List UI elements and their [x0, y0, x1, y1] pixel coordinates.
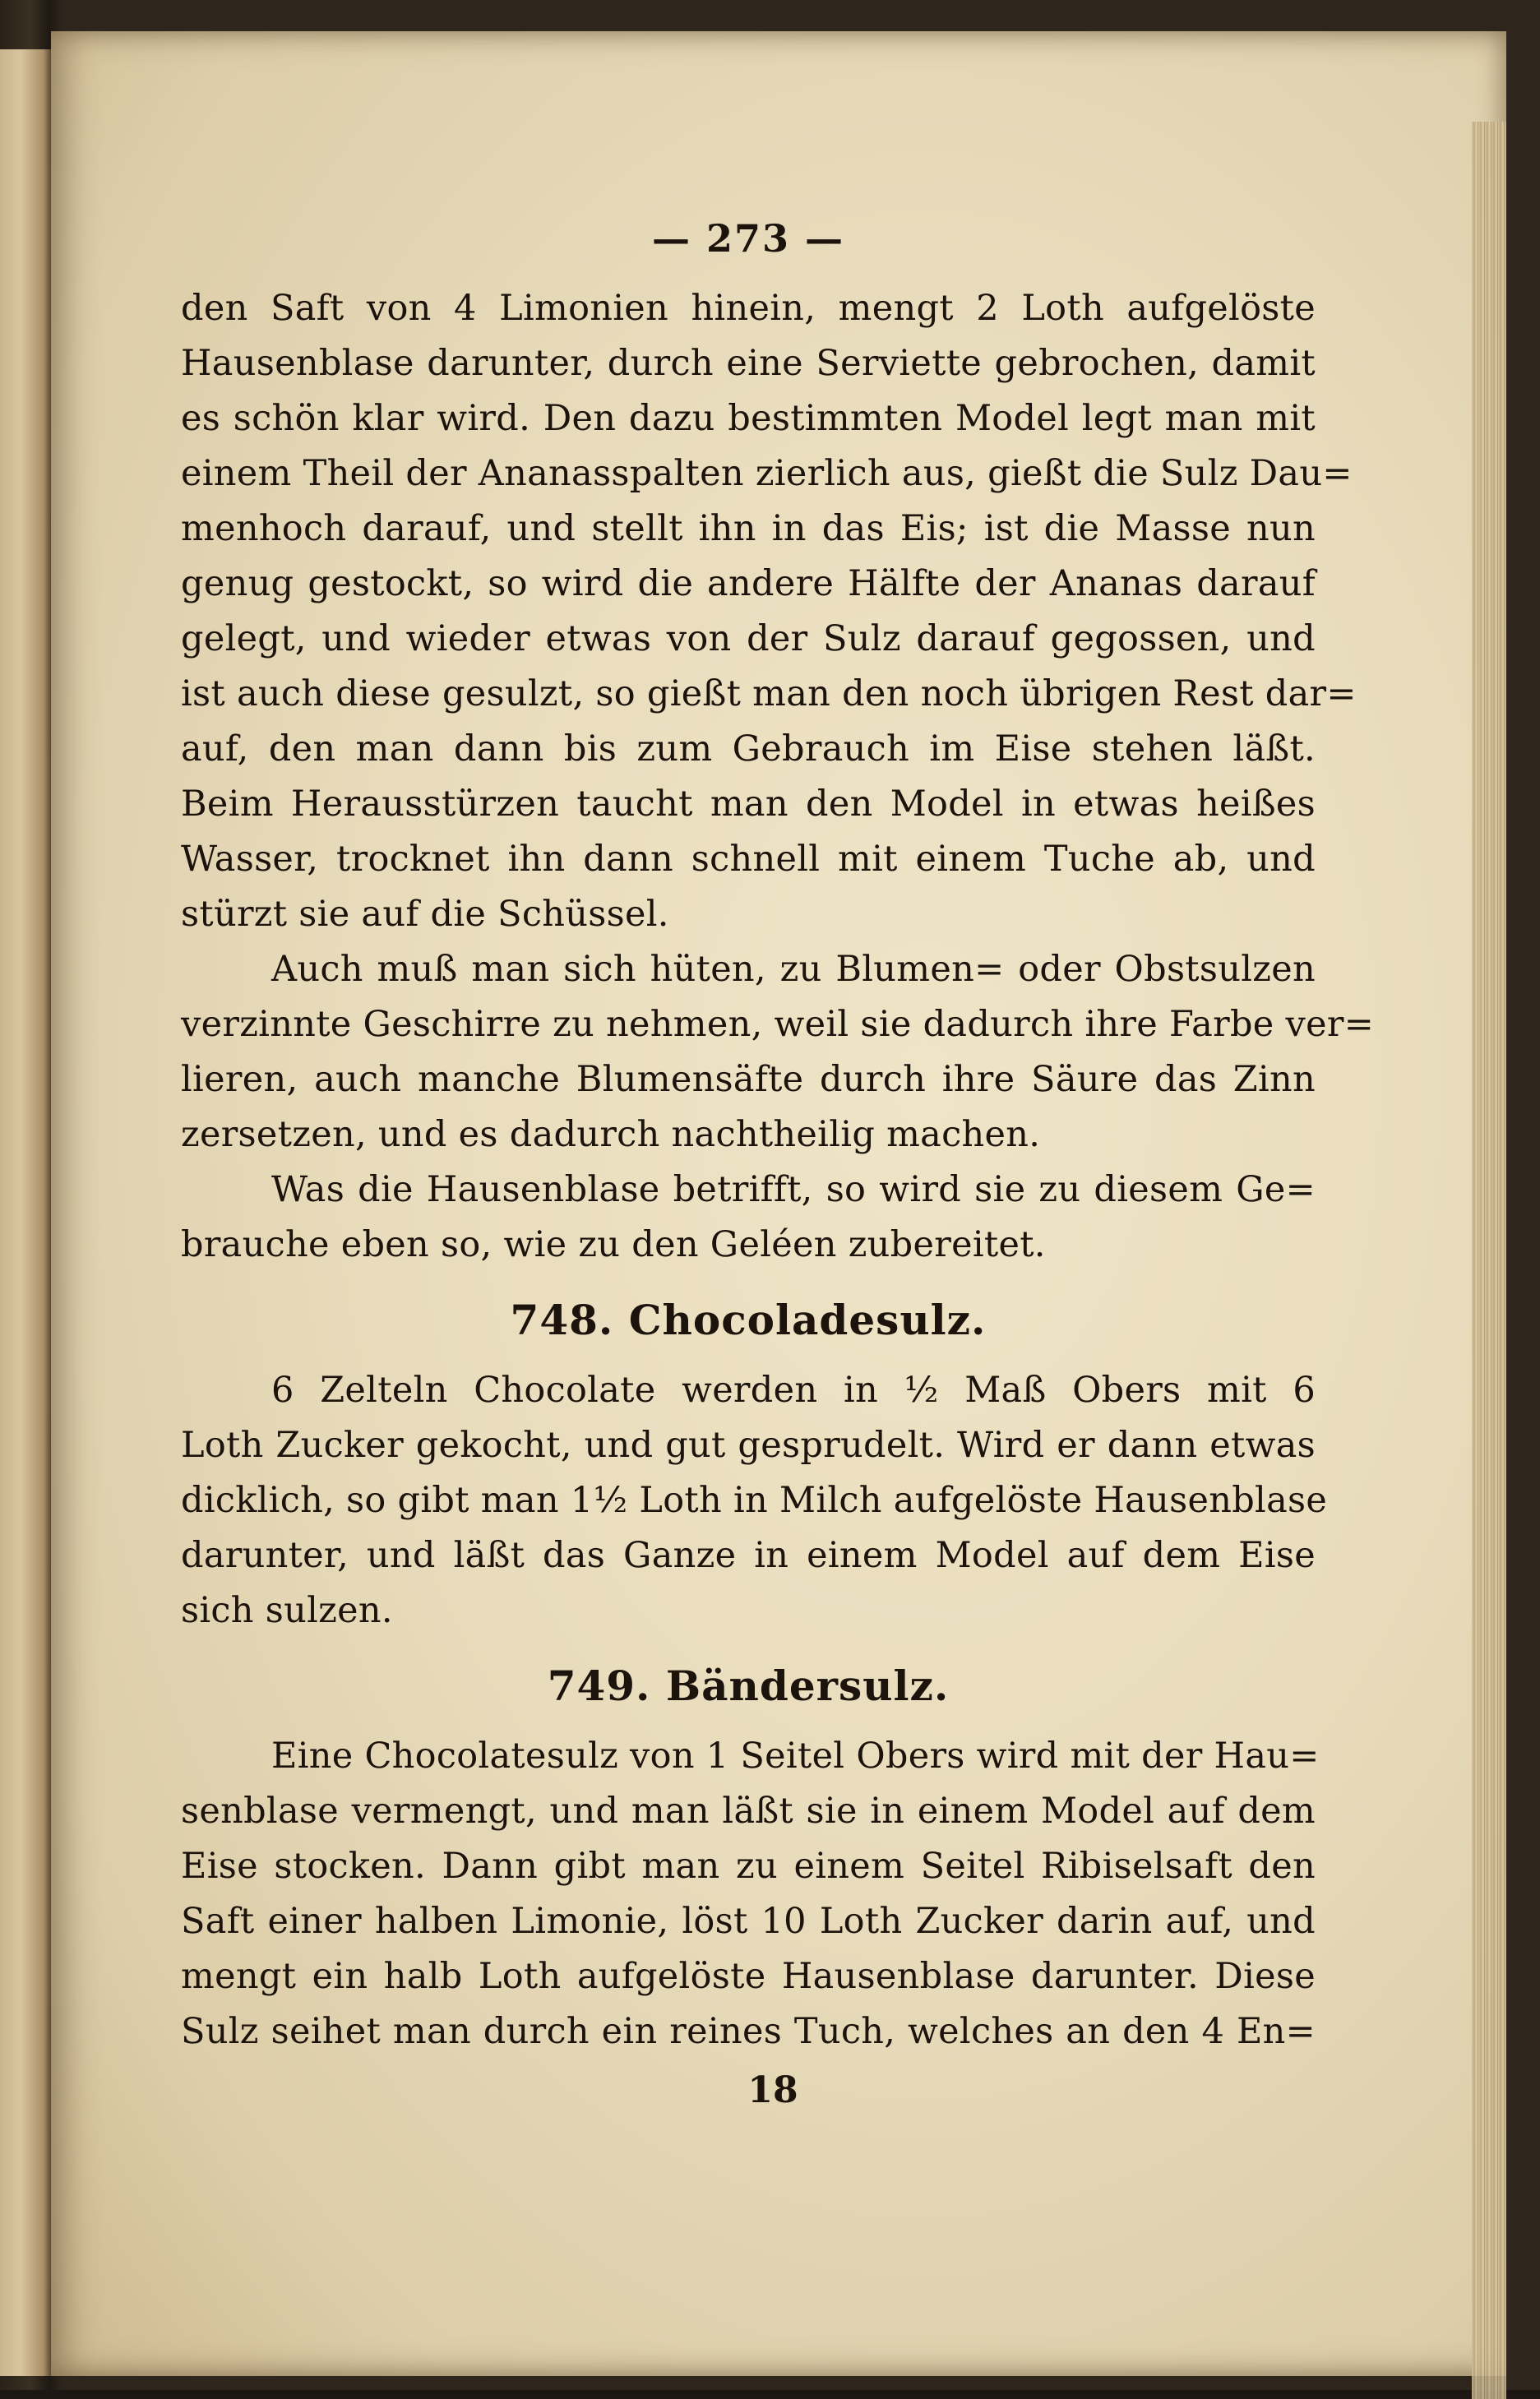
- text-line: sich sulzen.: [181, 1590, 393, 1631]
- text-line: es schön klar wird. Den dazu bestimmten Model legt man mit: [181, 398, 1316, 439]
- text-line: senblase vermengt, und man läßt sie in einem Model auf dem: [181, 1791, 1316, 1832]
- text-line: Was die Hausenblase betrifft, so wird sie zu diesem Ge=: [271, 1169, 1316, 1210]
- text-line: Sulz seihet man durch ein reines Tuch, welches an den 4 En=: [181, 2011, 1316, 2052]
- recipe-heading-748: 748. Chocoladesulz.: [510, 1296, 987, 1344]
- text-line: brauche eben so, wie zu den Geléen zubereitet.: [181, 1224, 1046, 1265]
- text-line: Eise stocken. Dann gibt man zu einem Seitel Ribiselsaft den: [181, 1846, 1316, 1887]
- text-line: zersetzen, und es dadurch nachtheilig machen.: [181, 1114, 1041, 1155]
- text-line: Saft einer halben Limonie, löst 10 Loth Zucker darin auf, und: [181, 1901, 1316, 1942]
- text-line: verzinnte Geschirre zu nehmen, weil sie dadurch ihre Farbe ver=: [181, 1004, 1375, 1045]
- text-line: lieren, auch manche Blumensäfte durch ihre Säure das Zinn: [181, 1059, 1316, 1100]
- paragraph-tin-warning: [181, 942, 1375, 1163]
- text-line: Hausenblase darunter, durch eine Serviette gebrochen, damit: [181, 343, 1316, 384]
- text-line: dicklich, so gibt man 1½ Loth in Milch aufgelöste Hausenblase: [181, 1480, 1328, 1521]
- text-line: einem Theil der Ananasspalten zierlich aus, gießt die Sulz Dau=: [181, 453, 1353, 494]
- text-line: Wasser, trocknet ihn dann schnell mit einem Tuche ab, und: [181, 839, 1316, 880]
- text-line: Beim Herausstürzen taucht man den Model in etwas heißes: [181, 783, 1316, 825]
- page-text: [181, 214, 1375, 2117]
- paragraph-continuation: [181, 281, 1357, 942]
- previous-page-edge: [0, 49, 53, 2376]
- text-line: menhoch darauf, und stellt ihn in das Eis; ist die Masse nun: [181, 508, 1316, 549]
- recipe-749-body: [181, 1729, 1320, 2059]
- page-stack-edge: [1472, 122, 1506, 2399]
- text-line: 6 Zelteln Chocolate werden in ½ Maß Obers mit 6: [271, 1370, 1316, 1411]
- text-line: den Saft von 4 Limonien hinein, mengt 2 Loth aufgelöste: [181, 288, 1316, 329]
- text-line: ist auch diese gesulzt, so gießt man den noch übrigen Rest dar=: [181, 673, 1357, 714]
- text-line: auf, den man dann bis zum Gebrauch im Eise stehen läßt.: [181, 728, 1316, 770]
- text-line: genug gestockt, so wird die andere Hälfte der Ananas darauf: [181, 563, 1316, 604]
- page-number: — 273 —: [651, 216, 845, 261]
- text-line: Eine Chocolatesulz von 1 Seitel Obers wird mit der Hau=: [271, 1736, 1320, 1777]
- text-line: Auch muß man sich hüten, zu Blumen= oder Obstsulzen: [271, 949, 1316, 990]
- recipe-heading-749: 749. Bändersulz.: [547, 1662, 950, 1710]
- text-line: stürzt sie auf die Schüssel.: [181, 894, 669, 935]
- signature-mark: 18: [747, 2069, 798, 2111]
- paragraph-hausenblase: [181, 1163, 1316, 1273]
- text-line: mengt ein halb Loth aufgelöste Hausenblase darunter. Diese: [181, 1956, 1316, 1997]
- recipe-748-body: [181, 1363, 1328, 1639]
- text-line: gelegt, und wieder etwas von der Sulz darauf gegossen, und: [181, 618, 1316, 659]
- text-line: Loth Zucker gekocht, und gut gesprudelt. Wird er dann etwas: [181, 1425, 1316, 1466]
- text-line: darunter, und läßt das Ganze in einem Model auf dem Eise: [181, 1535, 1316, 1576]
